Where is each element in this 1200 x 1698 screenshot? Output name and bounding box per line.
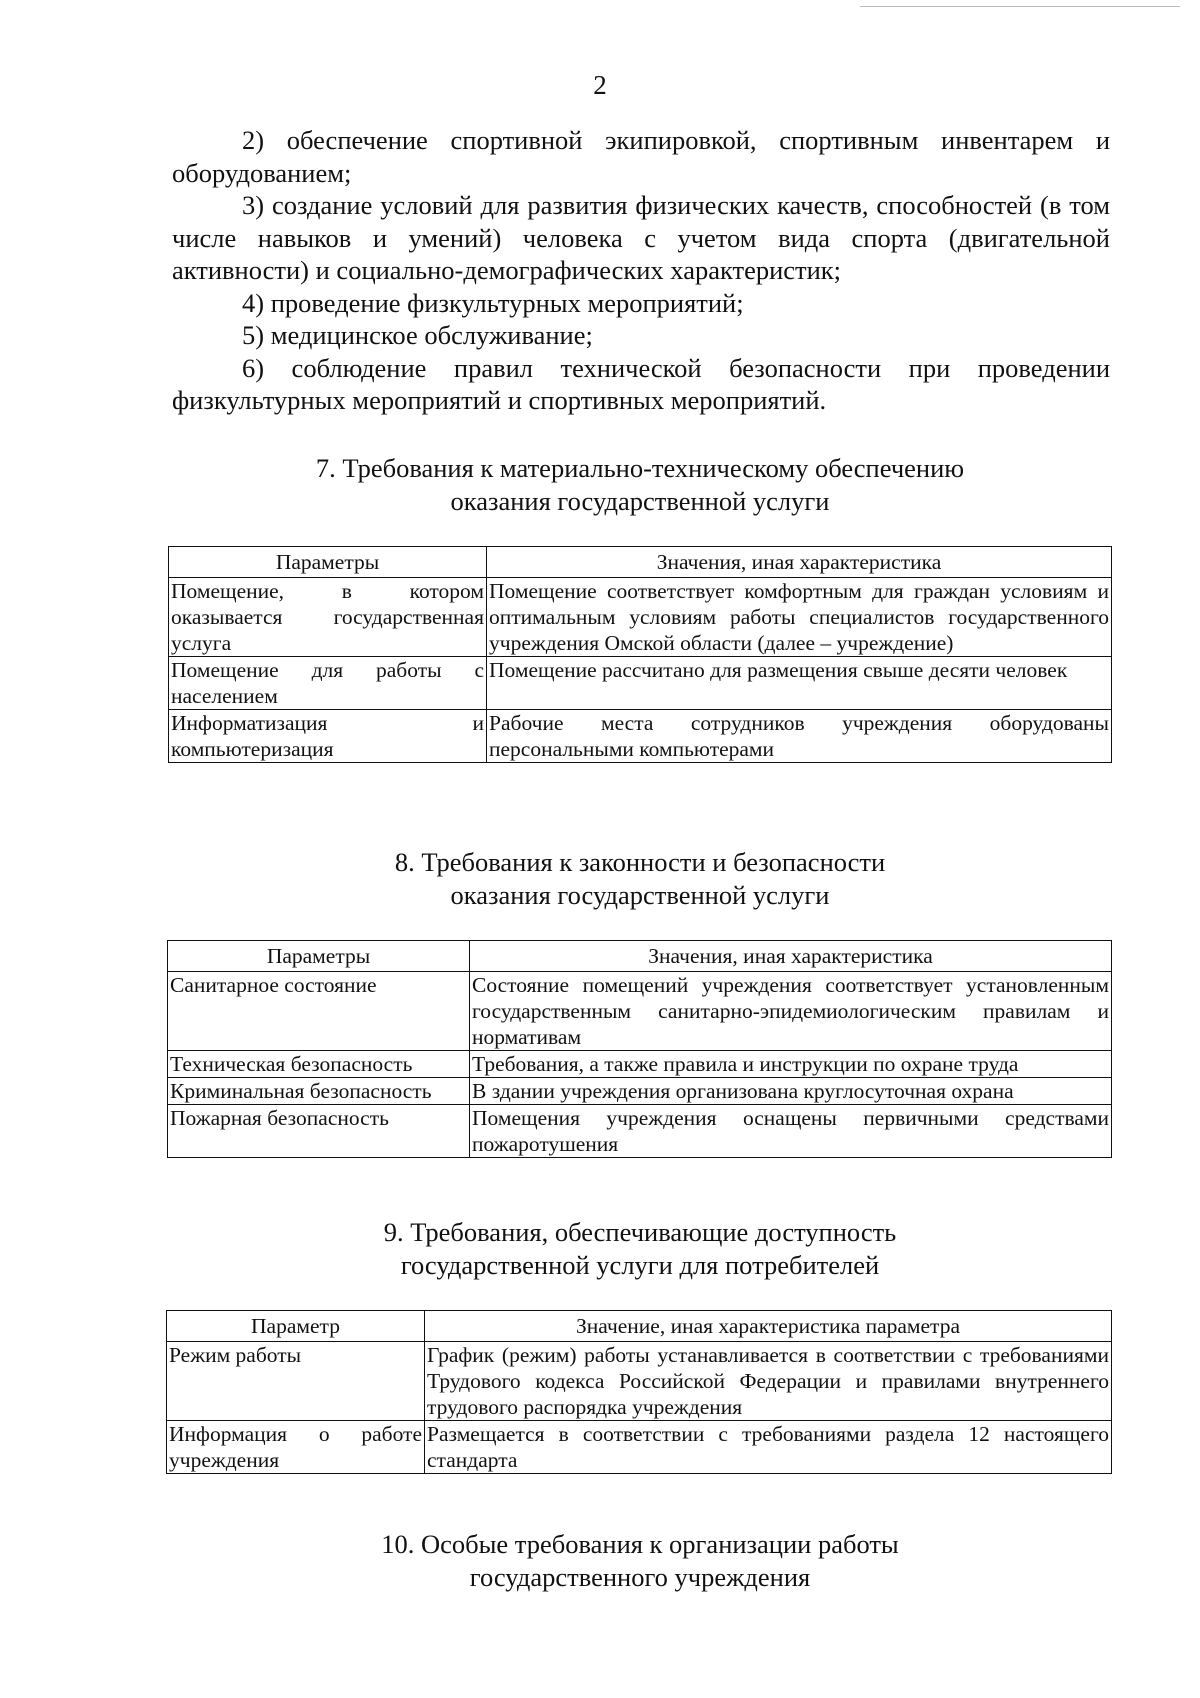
table-cell-value: В здании учреждения организована круглосуточная охрана xyxy=(470,1078,1112,1105)
section-7-title xyxy=(160,452,1120,518)
table-header-cell: Значения, иная характеристика xyxy=(470,941,1112,972)
table-cell-param: Пожарная безопасность xyxy=(168,1105,470,1158)
table-row xyxy=(168,972,1112,1051)
table-row xyxy=(169,657,1112,710)
table-row xyxy=(167,1342,1112,1421)
table-header-cell: Значение, иная характеристика параметра xyxy=(425,1311,1112,1342)
table-cell-param: Криминальная безопасность xyxy=(168,1078,470,1105)
section-9-table xyxy=(166,1310,1112,1474)
table-cell-value: Помещение соответствует комфортным для граждан условиям и оптимальным условиям работы специалистов государственного учреждения Омской области (далее – учреждение) xyxy=(487,578,1112,657)
section-title-line: 8. Требования к законности и безопасности xyxy=(394,847,886,877)
scan-top-rule xyxy=(860,6,1180,7)
table-header-row xyxy=(167,1311,1112,1342)
table-row xyxy=(168,1078,1112,1105)
section-10-title xyxy=(160,1528,1120,1594)
list-item: 4) проведение физкультурных мероприятий; xyxy=(242,287,744,318)
list-item: 6) соблюдение правил технической безопасности при проведении физкультурных мероприятий и спортивных мероприятий. xyxy=(172,352,1110,415)
table-header-cell: Параметры xyxy=(168,941,470,972)
section-title-line: оказания государственной услуги xyxy=(450,486,830,516)
section-title-line: 9. Требования, обеспечивающие доступность xyxy=(383,1217,897,1247)
table-row xyxy=(169,578,1112,657)
table-row xyxy=(169,710,1112,763)
section-title-line: 10. Особые требования к организации работы xyxy=(381,1529,899,1559)
table-header-cell: Параметр xyxy=(167,1311,425,1342)
section-8-title xyxy=(160,846,1120,912)
table-cell-param: Информация о работе учреждения xyxy=(167,1421,425,1474)
list-item: 2) обеспечение спортивной экипировкой, спортивным инвентарем и оборудованием; xyxy=(172,125,1110,188)
section-title-line: государственного учреждения xyxy=(469,1562,811,1592)
table-cell-param: Санитарное состояние xyxy=(168,972,470,1051)
table-row xyxy=(168,1051,1112,1078)
table-cell-value: Размещается в соответствии с требованиями раздела 12 настоящего стандарта xyxy=(425,1421,1112,1474)
table-header-cell: Параметры xyxy=(169,547,487,578)
table-cell-param: Помещение, в котором оказывается государственная услуга xyxy=(169,578,487,657)
table-cell-value: Состояние помещений учреждения соответствует установленным государственным санитарно-эпидемиологическим правилам и нормативам xyxy=(470,972,1112,1051)
list-item: 5) медицинское обслуживание; xyxy=(242,320,593,350)
section-7-table xyxy=(168,546,1112,763)
table-row xyxy=(168,1105,1112,1158)
table-cell-value: Помещения учреждения оснащены первичными средствами пожаротушения xyxy=(470,1105,1112,1158)
table-cell-param: Информатизация и компьютеризация xyxy=(169,710,487,763)
table-cell-value: Рабочие места сотрудников учреждения оборудованы персональными компьютерами xyxy=(487,710,1112,763)
table-cell-value: Требования, а также правила и инструкции по охране труда xyxy=(470,1051,1112,1078)
table-header-cell: Значения, иная характеристика xyxy=(487,547,1112,578)
list-item: 3) создание условий для развития физических качеств, способностей (в том числе навыков и умений) человека с учетом вида спорта (двигательной активности) и социально-демографических характеристик; xyxy=(172,190,1110,285)
table-cell-value: Помещение рассчитано для размещения свыше десяти человек xyxy=(487,657,1112,710)
table-cell-param: Техническая безопасность xyxy=(168,1051,470,1078)
table-header-row xyxy=(169,547,1112,578)
section-title-line: государственной услуги для потребителей xyxy=(400,1250,880,1280)
section-title-line: 7. Требования к материально-техническому обеспечению xyxy=(315,453,965,483)
table-cell-param: Режим работы xyxy=(167,1342,425,1421)
intro-list xyxy=(172,124,1110,417)
section-title-line: оказания государственной услуги xyxy=(450,880,830,910)
table-cell-param: Помещение для работы с населением xyxy=(169,657,487,710)
section-9-title xyxy=(160,1216,1120,1282)
page-number: 2 xyxy=(593,70,607,100)
table-row xyxy=(167,1421,1112,1474)
table-header-row xyxy=(168,941,1112,972)
table-cell-value: График (режим) работы устанавливается в соответствии с требованиями Трудового кодекса Российской Федерации и правилами внутреннего трудового распорядка учреждения xyxy=(425,1342,1112,1421)
section-8-table xyxy=(167,940,1112,1158)
